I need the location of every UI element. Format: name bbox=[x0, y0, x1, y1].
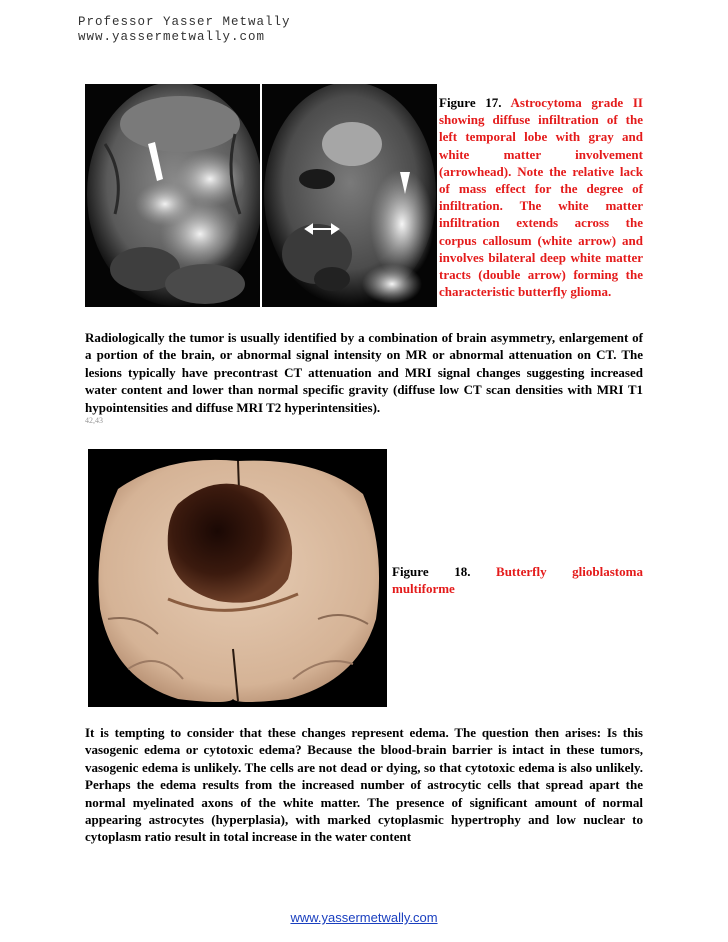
author-name: Professor Yasser Metwally bbox=[78, 15, 291, 29]
figure-18-caption-word-1: Butterfly bbox=[496, 564, 547, 579]
header-website: www.yassermetwally.com bbox=[78, 30, 266, 44]
footer-link[interactable]: www.yassermetwally.com bbox=[290, 910, 438, 925]
figure-17-caption bbox=[439, 94, 643, 300]
page-header bbox=[78, 15, 291, 45]
mri-image-left bbox=[85, 84, 260, 307]
paragraph-1-reference: 42,43 bbox=[85, 416, 103, 426]
figure-18-label-word: Figure bbox=[392, 564, 429, 579]
body-paragraph-2 bbox=[85, 724, 643, 846]
figure-18-caption bbox=[392, 563, 643, 597]
mri-image-right bbox=[262, 84, 437, 307]
paragraph-2-text: It is tempting to consider that these changes represent edema. The question then arises: Is this vasogenic edema or cytotoxic edema? Because the blood-brain barrier is intact in these tumors, vasogenic edema is unlikely. The cells are not dead or dying, so that cytotoxic edema is also unlikely. Perhaps the edema results from the increased number of astrocytic cells that spread apart the normal myelinated axons of the white matter. The presence of significant amount of normal appearing astrocytes (hyperplasia), with marked cytoplasmic hypertrophy and low nuclear to cytoplasm ratio result in total increase in the water content bbox=[85, 725, 643, 845]
body-paragraph-1 bbox=[85, 329, 643, 425]
paragraph-1-text: Radiologically the tumor is usually identified by a combination of brain asymmetry, enlargement of a portion of the brain, or abnormal signal intensity on MR or abnormal attenuation on CT. The lesions typically have precontrast CT attenuation and MRI signal changes suggesting increased water content and lower than normal specific gravity (diffuse low CT scan densities with MRI T1 hypointensities and diffuse MRI T2 hyperintensities). bbox=[85, 330, 643, 415]
figure-18-caption-word-2: glioblastoma bbox=[572, 564, 643, 579]
figure-17-label: Figure 17. bbox=[439, 95, 502, 110]
brain-specimen-image bbox=[88, 449, 387, 707]
figure-18-caption-word-3: multiforme bbox=[392, 581, 455, 596]
figure-17-text: Astrocytoma grade II showing diffuse infiltration of the left temporal lobe with gray and white matter involvement (arrowhead). Note the relative lack of mass effect for the degree of infiltration. The white matter infiltration extends across the corpus callosum (white arrow) and involves bilateral deep white matter tracts (double arrow) forming the characteristic butterfly glioma. bbox=[439, 95, 643, 300]
figure-18-label-num: 18. bbox=[454, 564, 471, 579]
